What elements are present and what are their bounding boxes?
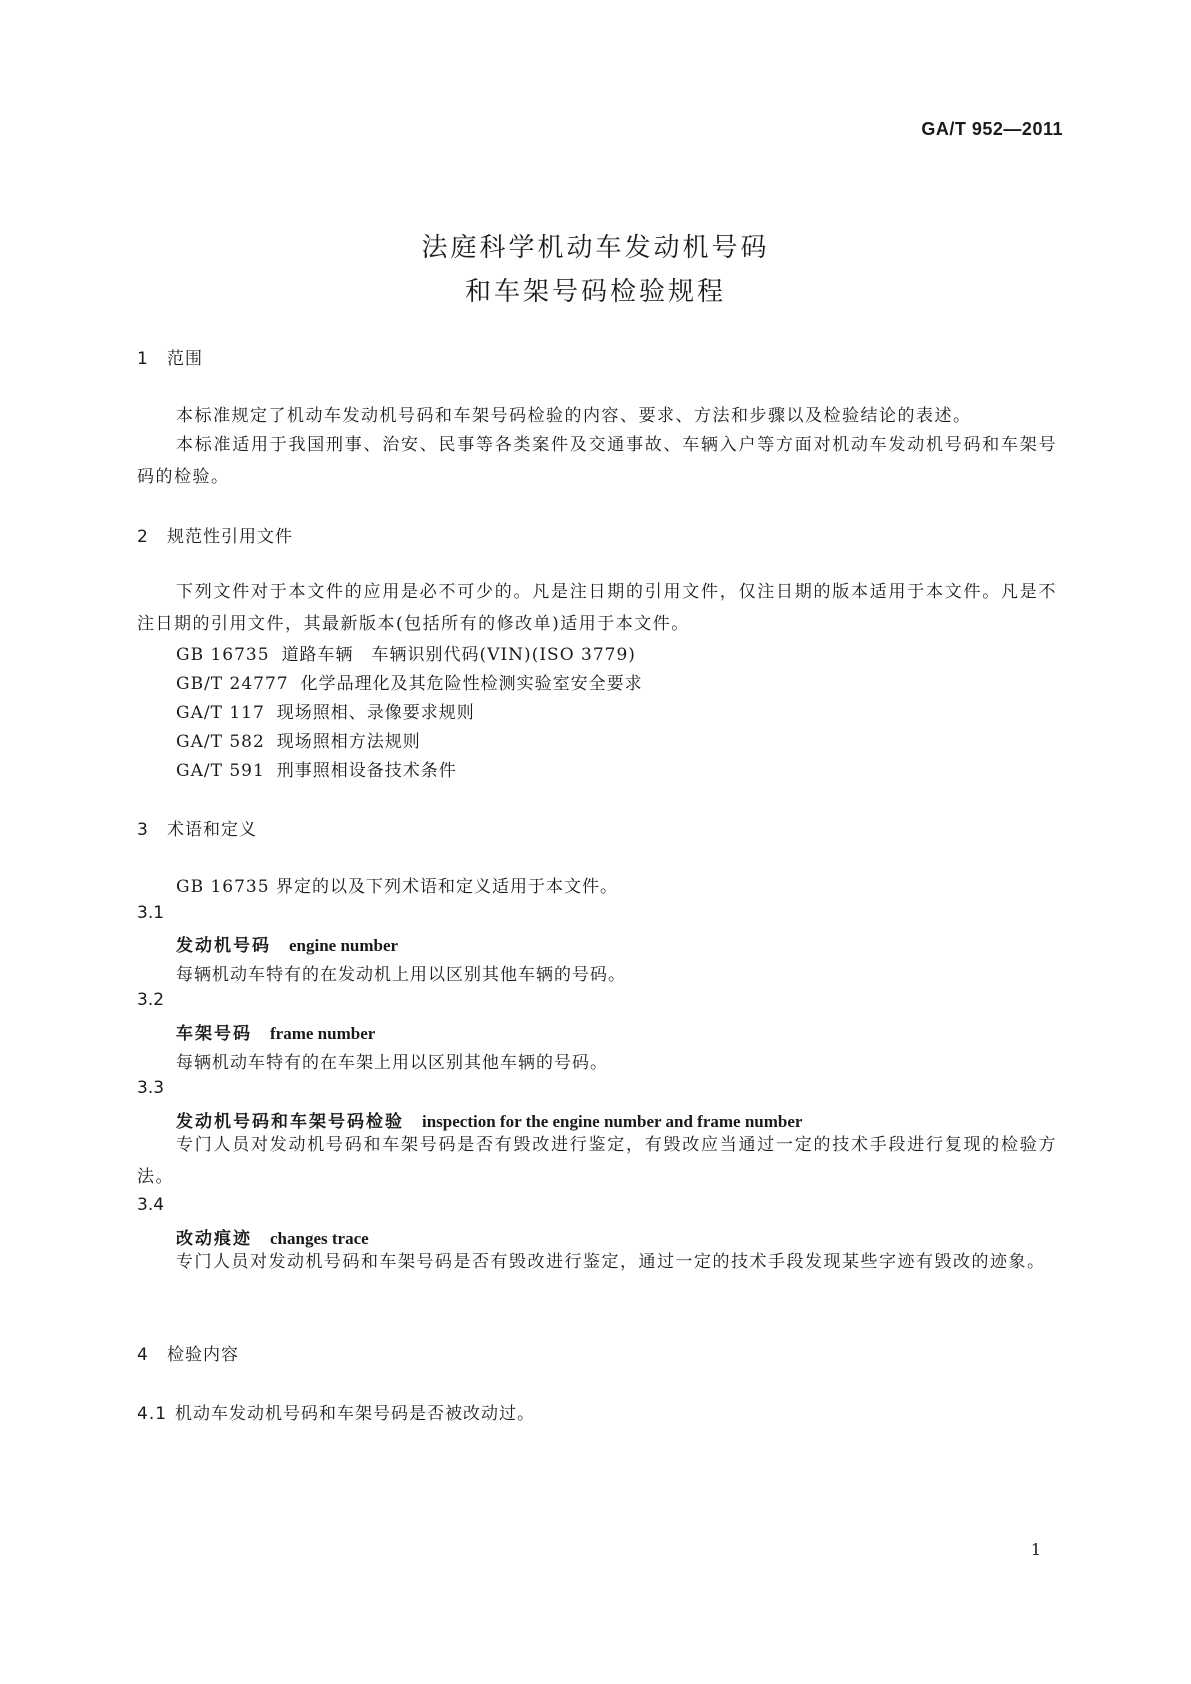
clause-number: 4.1	[137, 1404, 168, 1424]
section-2-intro: 下列文件对于本文件的应用是必不可少的。凡是注日期的引用文件，仅注日期的版本适用于本文件。凡是不注日期的引用文件，其最新版本(包括所有的修改单)适用于本文件。	[137, 582, 1057, 634]
section-title: 术语和定义	[167, 820, 257, 840]
clause-text: 机动车发动机号码和车架号码是否被改动过。	[175, 1404, 535, 1424]
reference-code: GA/T 582	[176, 732, 265, 752]
section-2-heading	[137, 522, 293, 547]
reference-item	[176, 727, 421, 752]
term-english: engine number	[289, 936, 399, 955]
term-number: 3.3	[137, 1078, 165, 1098]
section-title: 范围	[167, 349, 203, 369]
reference-item	[176, 698, 475, 723]
title-line-2: 和车架号码检验规程	[464, 277, 726, 307]
term-definition: 每辆机动车特有的在车架上用以区别其他车辆的号码。	[176, 1053, 608, 1073]
section-number: 1	[137, 349, 149, 369]
section-number: 4	[137, 1345, 149, 1365]
title-line-1: 法庭科学机动车发动机号码	[421, 233, 770, 263]
term-chinese: 车架号码	[176, 1024, 252, 1044]
reference-code: GA/T 591	[176, 761, 265, 781]
section-4-heading	[137, 1340, 239, 1365]
term-chinese: 发动机号码	[176, 936, 271, 956]
term-number: 3.2	[137, 990, 165, 1010]
term-definition: 专门人员对发动机号码和车架号码是否有毁改进行鉴定，通过一定的技术手段发现某些字迹有毁改的迹象。	[176, 1252, 1046, 1272]
term-heading	[176, 931, 398, 956]
section-3-heading	[137, 815, 257, 840]
section-title: 规范性引用文件	[167, 527, 293, 547]
section-1-paragraph-2: 本标准适用于我国刑事、治安、民事等各类案件及交通事故、车辆入户等方面对机动车发动机号码和车架号码的检验。	[137, 435, 1057, 487]
reference-code: GA/T 117	[176, 703, 265, 723]
section-number: 3	[137, 820, 149, 840]
reference-code: GB/T 24777	[176, 674, 289, 694]
term-definition: 专门人员对发动机号码和车架号码是否有毁改进行鉴定，有毁改应当通过一定的技术手段进行复现的检验方法。	[137, 1135, 1057, 1187]
section-title: 检验内容	[167, 1345, 239, 1365]
page-number: 1	[1030, 1540, 1041, 1559]
reference-title: 道路车辆 车辆识别代码(VIN)(ISO 3779)	[281, 645, 636, 665]
standard-code: GA/T 952—2011	[921, 119, 1063, 139]
clause-4-1	[137, 1399, 535, 1424]
document-title	[0, 228, 1191, 316]
reference-title: 刑事照相设备技术条件	[276, 761, 457, 781]
term-chinese: 改动痕迹	[176, 1229, 252, 1249]
term-heading	[176, 1019, 375, 1044]
reference-title: 现场照相方法规则	[276, 732, 421, 752]
term-number: 3.1	[137, 903, 165, 923]
section-1-heading	[137, 344, 203, 369]
section-3-intro: GB 16735 界定的以及下列术语和定义适用于本文件。	[176, 877, 618, 897]
term-english: changes trace	[270, 1229, 369, 1248]
term-chinese: 发动机号码和车架号码检验	[176, 1112, 404, 1132]
term-number: 3.4	[137, 1195, 165, 1215]
term-english: inspection for the engine number and frame number	[422, 1112, 803, 1131]
reference-title: 化学品理化及其危险性检测实验室安全要求	[300, 674, 643, 694]
term-definition: 每辆机动车特有的在发动机上用以区别其他车辆的号码。	[176, 965, 626, 985]
reference-code: GB 16735	[176, 645, 270, 665]
reference-item	[176, 669, 643, 694]
section-1-paragraph-1: 本标准规定了机动车发动机号码和车架号码检验的内容、要求、方法和步骤以及检验结论的表述。	[176, 406, 972, 426]
term-english: frame number	[270, 1024, 376, 1043]
section-number: 2	[137, 527, 149, 547]
reference-item	[176, 756, 457, 781]
reference-item	[176, 640, 636, 665]
reference-title: 现场照相、录像要求规则	[276, 703, 475, 723]
